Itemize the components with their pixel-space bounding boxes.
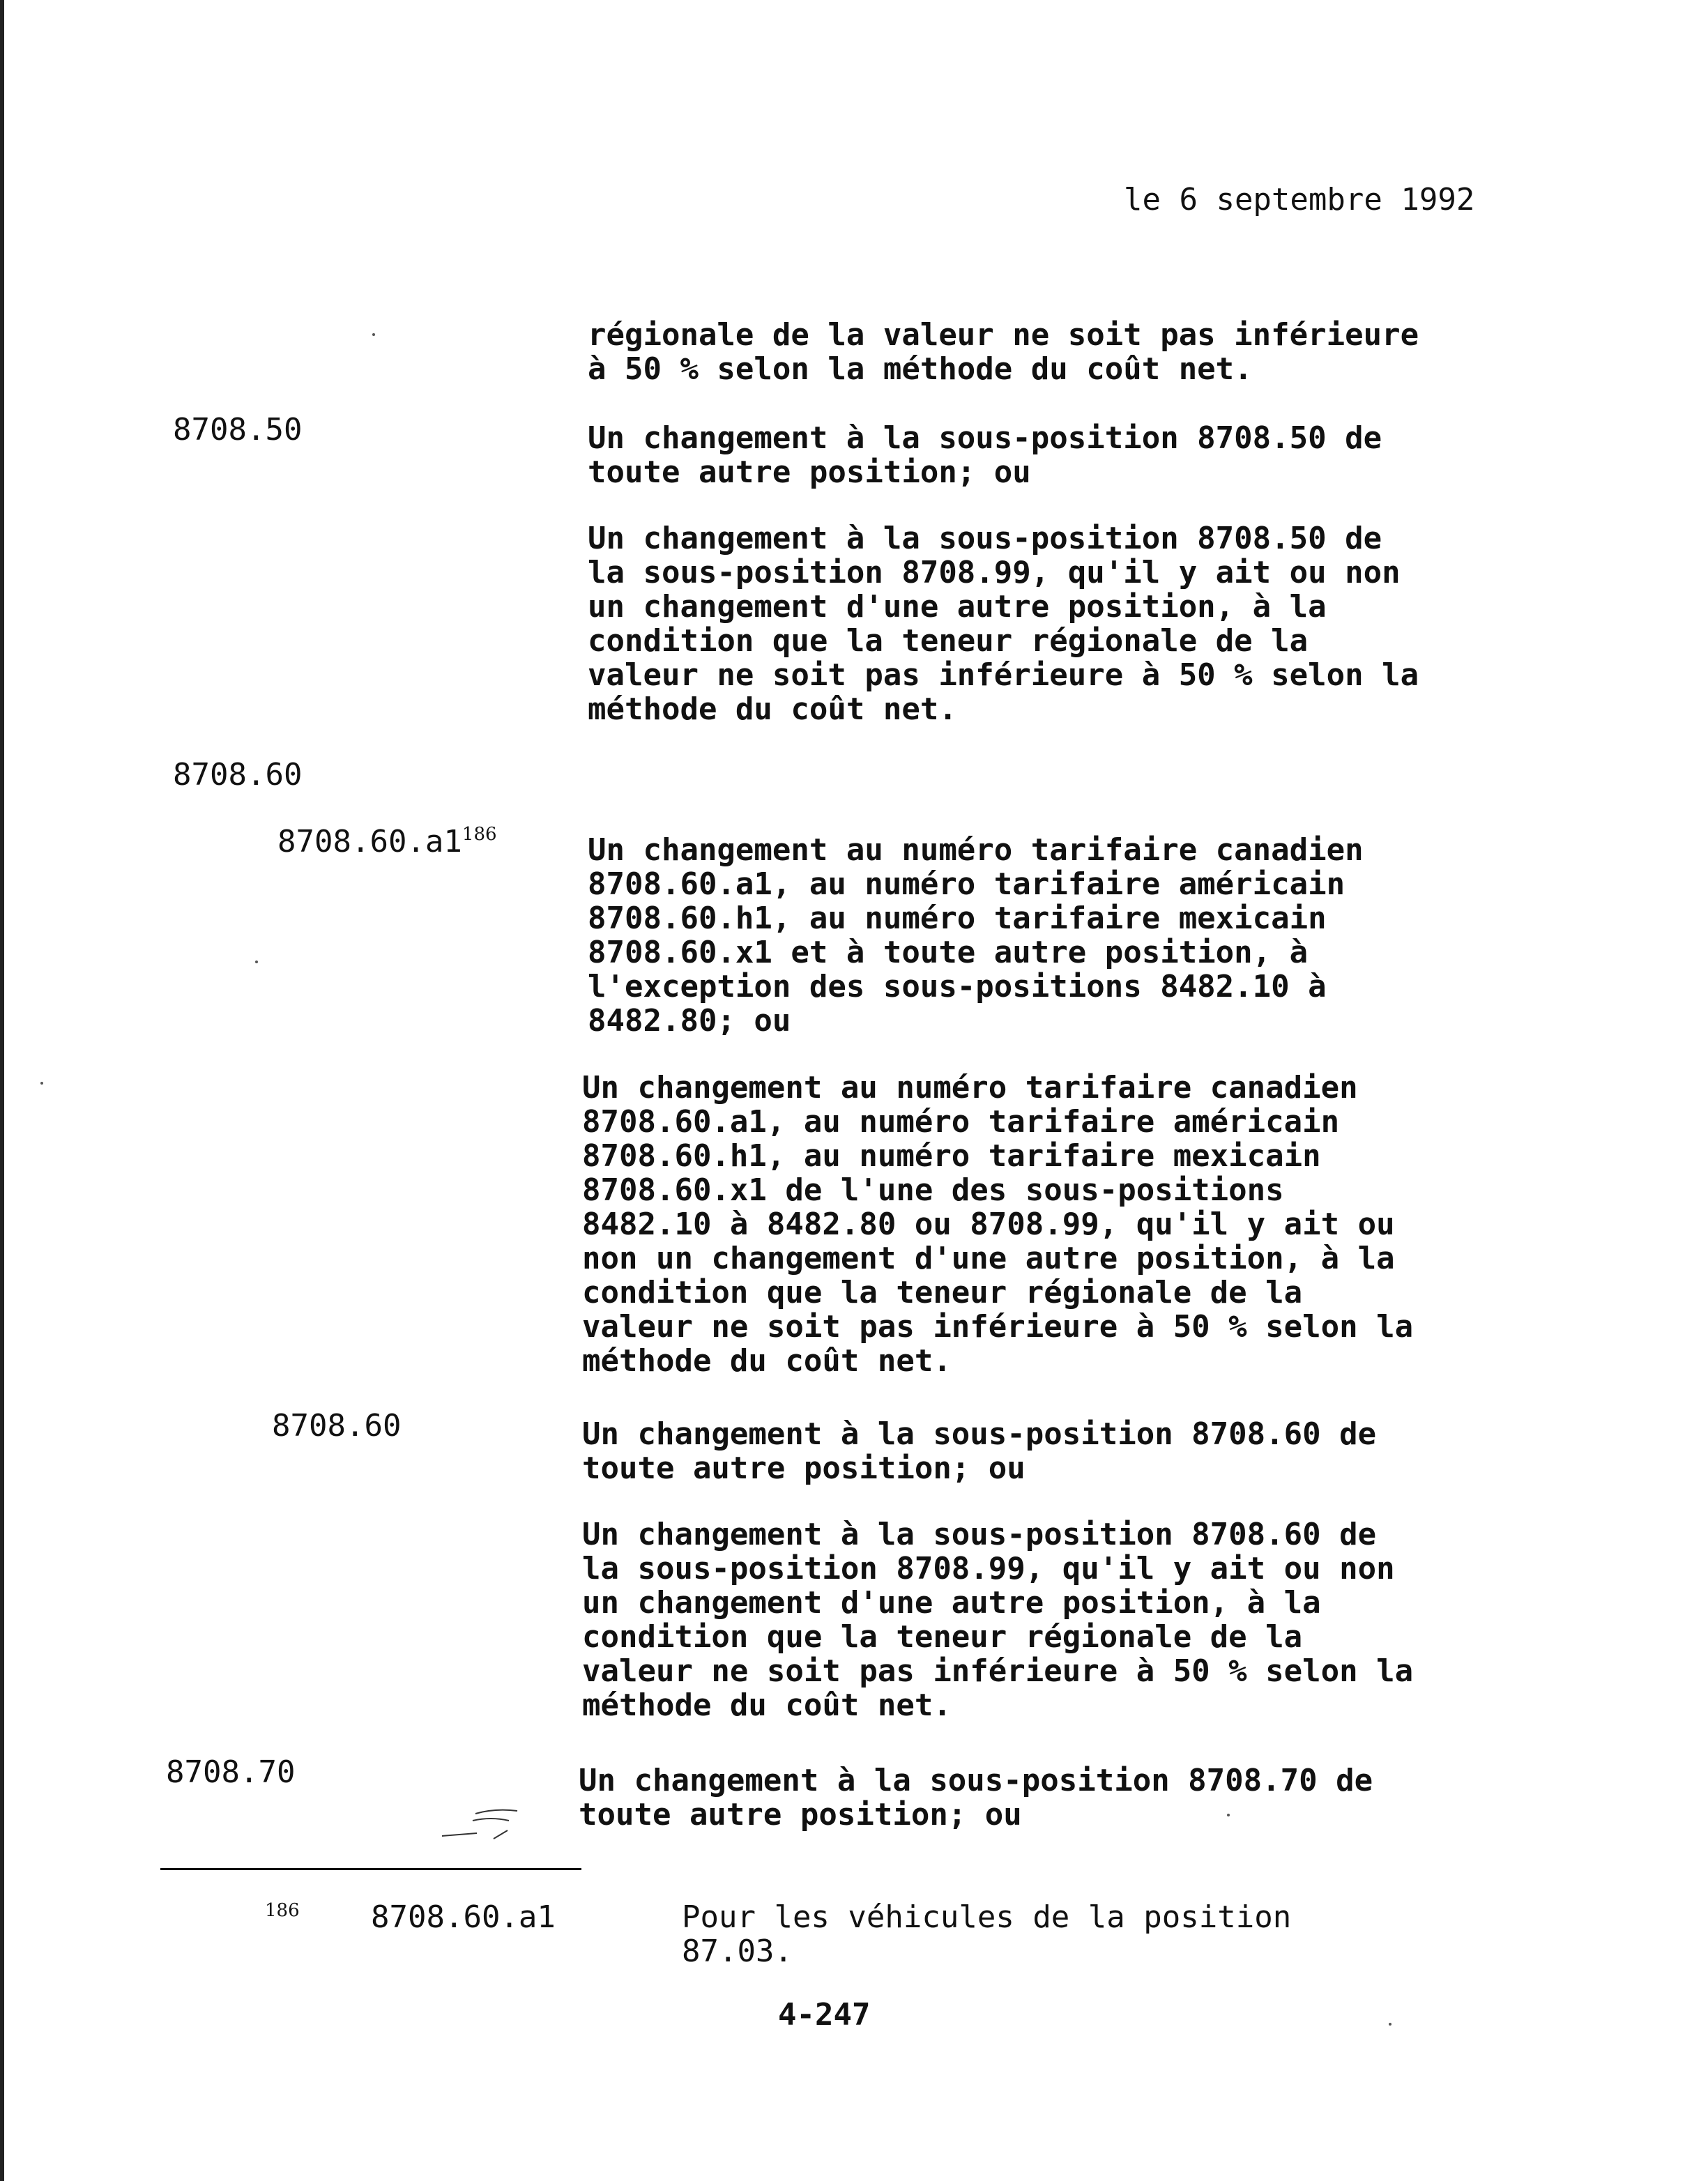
- rule-line: Un changement à la sous-position 8708.60 de: [582, 1517, 1377, 1552]
- rule-line: 8482.80; ou: [588, 1003, 791, 1039]
- scan-speck: [372, 333, 375, 336]
- rule-line: 8708.60.h1, au numéro tarifaire mexicain: [582, 1138, 1321, 1174]
- tariff-code-label: 8708.60.a1: [277, 824, 462, 859]
- scan-speck: [1389, 2023, 1391, 2026]
- rule-line: valeur ne soit pas inférieure à 50 % selon la: [588, 657, 1419, 693]
- footnote-number: 186: [265, 1900, 300, 1921]
- footnote-code: 8708.60.a1: [371, 1899, 556, 1935]
- rule-line: 8708.60.h1, au numéro tarifaire mexicain: [588, 901, 1327, 936]
- footnote-text: 87.03.: [682, 1934, 793, 1969]
- rule-line: condition que la teneur régionale de la: [582, 1619, 1303, 1655]
- rule-line: Un changement à la sous-position 8708.60 de: [582, 1416, 1377, 1452]
- rule-line: Un changement à la sous-position 8708.70 de: [579, 1763, 1373, 1798]
- tariff-code-8708-60-sub: 8708.60: [272, 1408, 402, 1444]
- rule-line: un changement d'une autre position, à la: [582, 1585, 1321, 1621]
- rule-line: toute autre position; ou: [579, 1797, 1022, 1832]
- footnote-separator: [160, 1868, 581, 1870]
- rule-line: méthode du coût net.: [582, 1688, 952, 1723]
- rule-line: la sous-position 8708.99, qu'il y ait ou non: [588, 555, 1401, 590]
- scan-binding-edge: [0, 0, 4, 2181]
- rule-line: 8708.60.x1 et à toute autre position, à: [588, 935, 1309, 970]
- rule-line: méthode du coût net.: [588, 691, 957, 727]
- footnote-text: Pour les véhicules de la position: [682, 1899, 1292, 1935]
- rule-line: valeur ne soit pas inférieure à 50 % selon la: [582, 1309, 1414, 1345]
- scan-speck: [40, 1082, 43, 1085]
- continuation-line: régionale de la valeur ne soit pas inférieure: [588, 317, 1419, 353]
- rule-line: un changement d'une autre position, à la: [588, 589, 1327, 625]
- rule-line: l'exception des sous-positions 8482.10 à: [588, 969, 1327, 1004]
- rule-line: 8482.10 à 8482.80 ou 8708.99, qu'il y ait ou: [582, 1207, 1395, 1242]
- rule-line: méthode du coût net.: [582, 1343, 952, 1379]
- rule-line: la sous-position 8708.99, qu'il y ait ou non: [582, 1551, 1395, 1586]
- rule-line: toute autre position; ou: [588, 454, 1031, 490]
- rule-line: Un changement au numéro tarifaire canadien: [582, 1070, 1358, 1105]
- footnote-ref: 186: [462, 824, 497, 845]
- rule-line: condition que la teneur régionale de la: [588, 623, 1309, 659]
- rule-line: toute autre position; ou: [582, 1451, 1025, 1486]
- tariff-code-8708-60: 8708.60: [173, 757, 303, 793]
- tariff-code-8708-50: 8708.50: [173, 412, 303, 447]
- tariff-code-8708-60-a1: [277, 825, 497, 859]
- rule-line: 8708.60.x1 de l'une des sous-positions: [582, 1172, 1284, 1208]
- handwritten-mark: [432, 1805, 523, 1847]
- rule-line: condition que la teneur régionale de la: [582, 1275, 1303, 1310]
- tariff-code-8708-70: 8708.70: [166, 1754, 296, 1790]
- rule-line: 8708.60.a1, au numéro tarifaire américain: [588, 866, 1345, 902]
- rule-line: Un changement au numéro tarifaire canadien: [588, 832, 1364, 868]
- page-number: 4-247: [778, 1997, 871, 2033]
- page-date: le 6 septembre 1992: [1124, 182, 1475, 217]
- scan-speck: [255, 961, 258, 963]
- rule-line: non un changement d'une autre position, à la: [582, 1241, 1395, 1276]
- rule-line: 8708.60.a1, au numéro tarifaire américain: [582, 1104, 1340, 1140]
- rule-line: Un changement à la sous-position 8708.50 de: [588, 420, 1382, 456]
- rule-line: Un changement à la sous-position 8708.50 de: [588, 521, 1382, 556]
- scan-speck: [1227, 1814, 1230, 1816]
- continuation-line: à 50 % selon la méthode du coût net.: [588, 351, 1253, 387]
- rule-line: valeur ne soit pas inférieure à 50 % selon la: [582, 1653, 1414, 1689]
